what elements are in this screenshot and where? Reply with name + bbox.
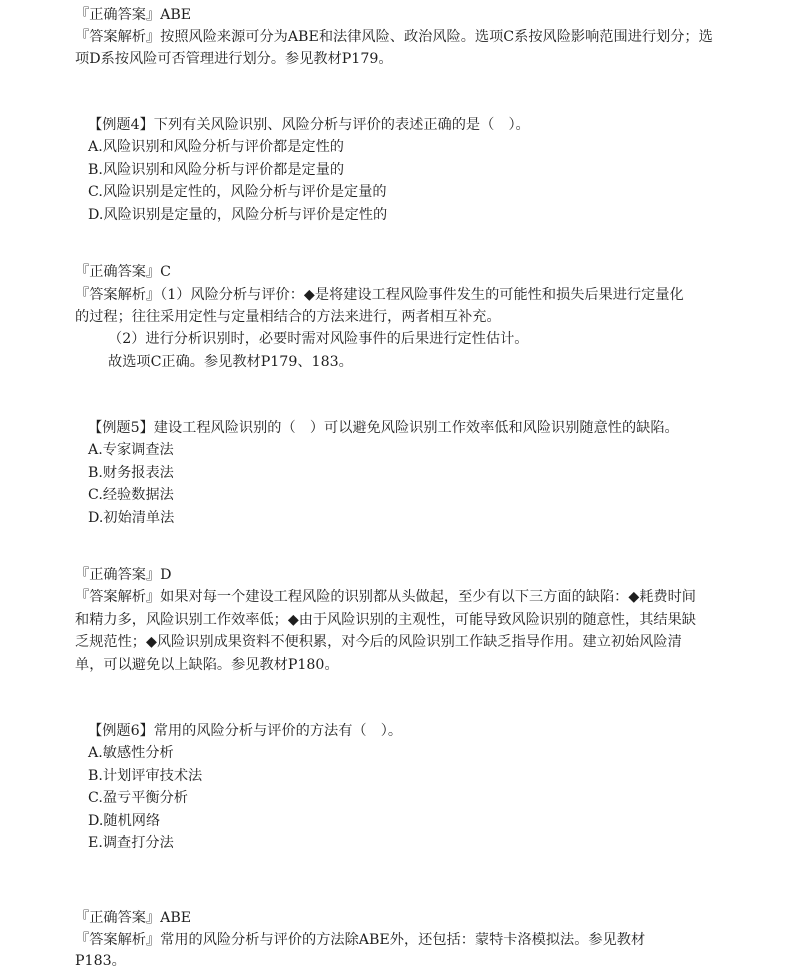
option-e: E.调查打分法 (88, 835, 174, 851)
answer-explanation-line: 乏规范性；◆风险识别成果资料不便积累，对今后的风险识别工作缺乏指导作用。建立初始风险清 (75, 634, 682, 650)
answer-explanation-line: （2）进行分析识别时，必要时需对风险事件的后果进行定性估计。 (108, 331, 529, 347)
answer-explanation-line: 故选项C正确。参见教材P179、183。 (108, 354, 353, 370)
question-stem: 【例题6】常用的风险分析与评价的方法有（ ）。 (88, 723, 403, 739)
option-b: B.计划评审技术法 (88, 768, 203, 784)
option-c: C.经验数据法 (88, 487, 174, 503)
option-a: A.专家调查法 (88, 442, 174, 458)
correct-answer-line: 『正确答案』ABE (75, 7, 192, 23)
option-a: A.风险识别和风险分析与评价都是定性的 (88, 139, 344, 155)
answer-explanation-line: 和精力多，风险识别工作效率低；◆由于风险识别的主观性，可能导致风险识别的随意性，其结果缺 (75, 612, 696, 628)
correct-answer-line: 『正确答案』C (75, 264, 171, 280)
correct-answer-line: 『正确答案』D (75, 567, 172, 583)
option-b: B.风险识别和风险分析与评价都是定量的 (88, 162, 345, 178)
correct-answer-line: 『正确答案』ABE (75, 910, 192, 926)
option-b: B.财务报表法 (88, 465, 174, 481)
answer-explanation-line: 的过程；往往采用定性与定量相结合的方法来进行，两者相互补充。 (75, 309, 501, 325)
option-d: D.初始清单法 (88, 510, 175, 526)
option-a: A.敏感性分析 (88, 745, 174, 761)
question-stem: 【例题4】下列有关风险识别、风险分析与评价的表述正确的是（ ）。 (88, 117, 530, 133)
answer-explanation-line: 『答案解析』（1）风险分析与评价：◆是将建设工程风险事件发生的可能性和损失后果进行定量化 (75, 287, 684, 303)
option-c: C.风险识别是定性的，风险分析与评价是定量的 (88, 184, 387, 200)
option-d: D.随机网络 (88, 813, 161, 829)
answer-explanation-line: 『答案解析』常用的风险分析与评价的方法除ABE外，还包括：蒙特卡洛模拟法。参见教材 (75, 932, 646, 948)
answer-explanation-line: 项D系按风险可否管理进行划分。参见教材P179。 (75, 51, 393, 67)
answer-explanation-line: P183。 (75, 953, 126, 969)
answer-explanation-line: 『答案解析』按照风险来源可分为ABE和法律风险、政治风险。选项C系按风险影响范围进行划分；选 (75, 29, 713, 45)
option-d: D.风险识别是定量的，风险分析与评价是定性的 (88, 207, 388, 223)
answer-explanation-line: 单，可以避免以上缺陷。参见教材P180。 (75, 657, 339, 673)
question-stem: 【例题5】建设工程风险识别的（ ）可以避免风险识别工作效率低和风险识别随意性的缺陷。 (88, 420, 679, 436)
answer-explanation-line: 『答案解析』如果对每一个建设工程风险的识别都从头做起，至少有以下三方面的缺陷：◆耗费时间 (75, 589, 696, 605)
option-c: C.盈亏平衡分析 (88, 790, 188, 806)
